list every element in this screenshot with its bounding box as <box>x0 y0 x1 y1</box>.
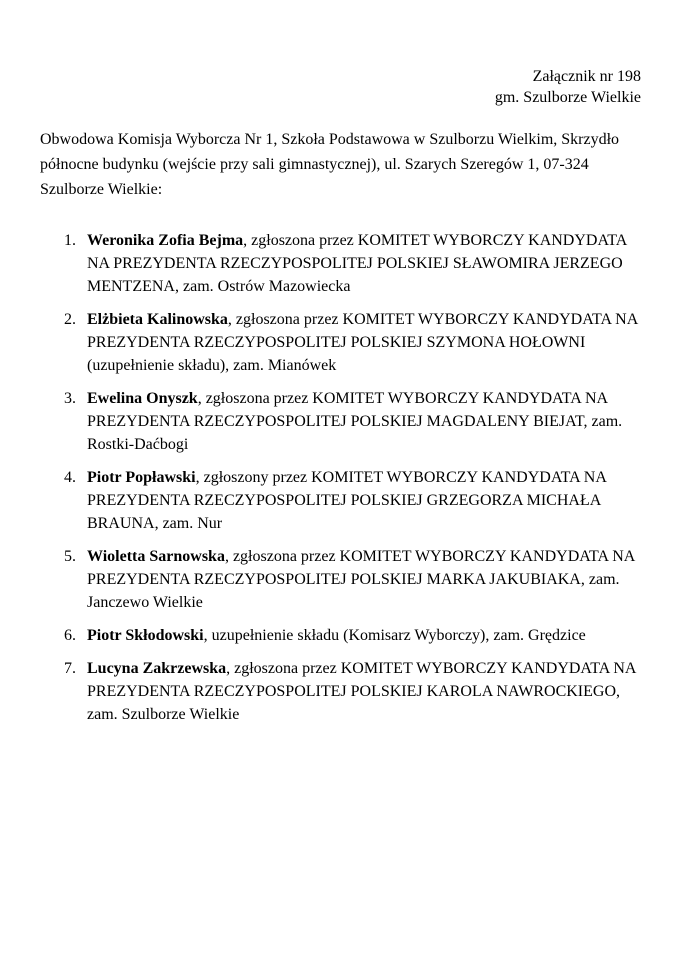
attachment-municipality: gm. Szulborze Wielkie <box>494 89 641 106</box>
member-item <box>40 308 641 377</box>
commission-intro: Obwodowa Komisja Wyborcza Nr 1, Szkoła Podstawowa w Szulborzu Wielkim, Skrzydło północne budynku (wejście przy sali gimnastycznej), ul. Szarych Szeregów 1, 07-324 Szulborze Wielkie: <box>40 131 620 198</box>
attachment-number: Załącznik nr 198 <box>532 68 641 85</box>
member-item <box>40 657 641 726</box>
member-item <box>40 466 641 535</box>
member-name: Wioletta Sarnowska <box>87 548 225 565</box>
member-item <box>40 229 641 298</box>
member-item <box>40 545 641 614</box>
member-name: Elżbieta Kalinowska <box>87 311 228 328</box>
member-item <box>40 387 641 456</box>
member-description: , zgłoszony przez KOMITET WYBORCZY KANDYDATA NA PREZYDENTA RZECZYPOSPOLITEJ POLSKIEJ GRZEGORZA MICHAŁA BRAUNA, zam. Nur <box>87 469 606 532</box>
member-name: Ewelina Onyszk <box>87 390 198 407</box>
member-item <box>40 624 641 647</box>
member-name: Weronika Zofia Bejma <box>87 232 244 249</box>
member-description: , zgłoszona przez KOMITET WYBORCZY KANDYDATA NA PREZYDENTA RZECZYPOSPOLITEJ POLSKIEJ SZYMONA HOŁOWNI (uzupełnienie składu), zam. Mianówek <box>87 311 638 374</box>
member-number: 4. <box>64 469 76 486</box>
attachment-header <box>40 66 641 108</box>
member-description: , zgłoszona przez KOMITET WYBORCZY KANDYDATA NA PREZYDENTA RZECZYPOSPOLITEJ POLSKIEJ KAROLA NAWROCKIEGO, zam. Szulborze Wielkie <box>87 660 636 723</box>
member-number: 7. <box>64 660 76 677</box>
member-number: 1. <box>64 232 76 249</box>
member-description: , zgłoszona przez KOMITET WYBORCZY KANDYDATA NA PREZYDENTA RZECZYPOSPOLITEJ POLSKIEJ MARKA JAKUBIAKA, zam. Janczewo Wielkie <box>87 548 635 611</box>
member-name: Lucyna Zakrzewska <box>87 660 227 677</box>
member-name: Piotr Skłodowski <box>87 627 204 644</box>
members-list <box>40 229 641 726</box>
member-name: Piotr Popławski <box>87 469 196 486</box>
member-description: , zgłoszona przez KOMITET WYBORCZY KANDYDATA NA PREZYDENTA RZECZYPOSPOLITEJ POLSKIEJ MAGDALENY BIEJAT, zam. Rostki-Daćbogi <box>87 390 623 453</box>
member-number: 5. <box>64 548 76 565</box>
member-number: 2. <box>64 311 76 328</box>
member-description: , uzupełnienie składu (Komisarz Wyborczy), zam. Grędzice <box>203 627 586 644</box>
member-number: 3. <box>64 390 76 407</box>
member-description: , zgłoszona przez KOMITET WYBORCZY KANDYDATA NA PREZYDENTA RZECZYPOSPOLITEJ POLSKIEJ SŁAWOMIRA JERZEGO MENTZENA, zam. Ostrów Mazowiecka <box>87 232 627 295</box>
member-number: 6. <box>64 627 76 644</box>
